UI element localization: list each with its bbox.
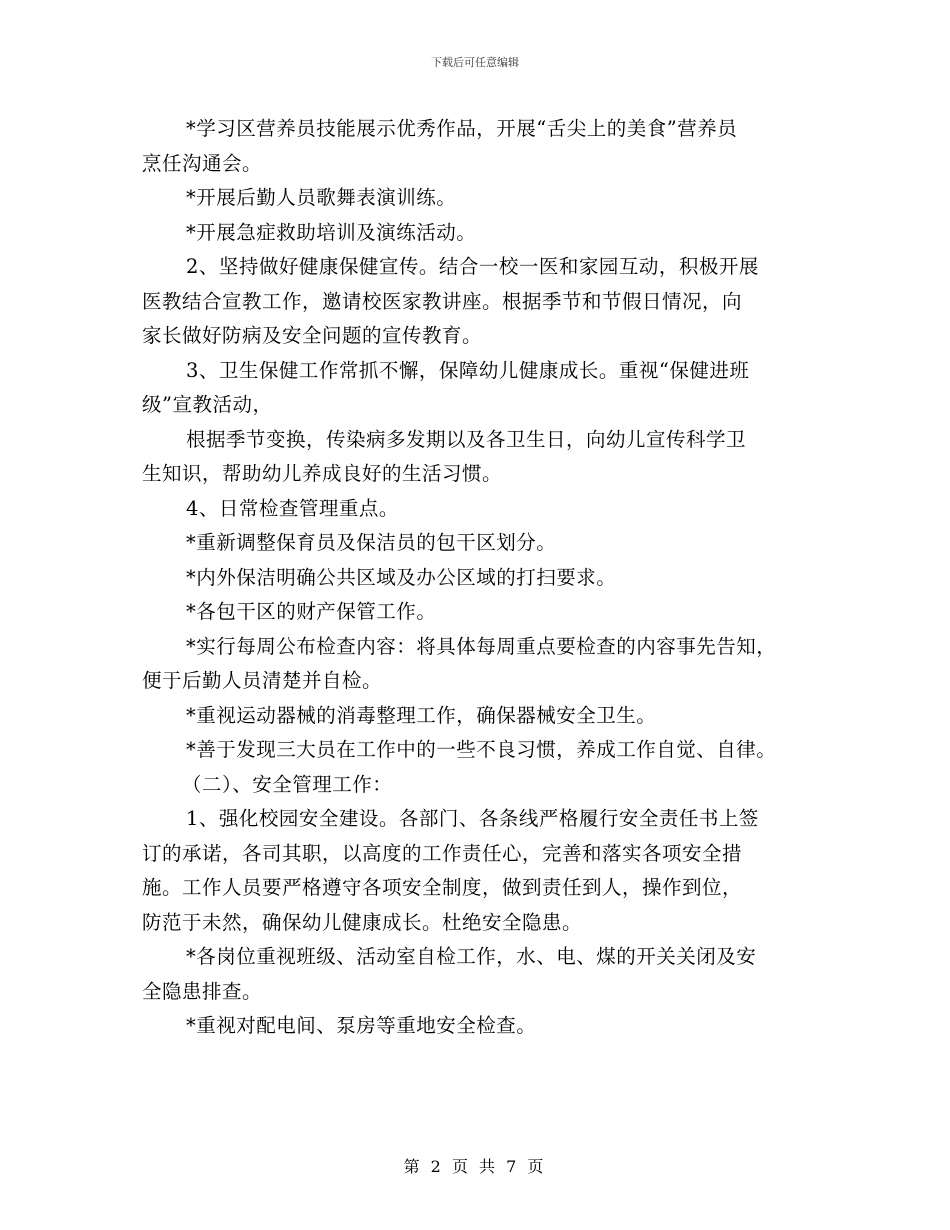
page-header-note: 下载后可任意编辑 [431,56,519,69]
text-line: *各岗位重视班级、活动室自检工作，水、电、煤的开关关闭及安 [186,945,757,968]
text-line: *善于发现三大员在工作中的一些不良习惯，养成工作自觉、自律。 [186,738,777,761]
text-line: 根据季节变换，传染病多发期以及各卫生日，向幼儿宣传科学卫 [186,427,747,451]
text-line: *开展后勤人员歌舞表演训练。 [186,186,457,209]
text-line: *重视对配电间、泵房等重地安全检查。 [186,1014,537,1037]
text-line: 医教结合宣教工作，邀请校医家教讲座。根据季节和节假日情况，向 [142,289,743,313]
text-line: *实行每周公布检查内容：将具体每周重点要检查的内容事先告知， [186,634,777,658]
page-number: 第 2 页 共 7 页 [403,1157,547,1176]
text-line: 2、坚持做好健康保健宣传。结合一校一医和家园互动，积极开展 [186,255,759,278]
text-line: *开展急症救助培训及演练活动。 [186,220,477,244]
text-line: 订的承诺，各司其职，以高度的工作责任心，完善和落实各项安全措 [142,841,743,865]
text-line: 全隐患排查。 [142,979,263,1003]
text-line: （二）、安全管理工作： [182,772,393,796]
text-line: 施。工作人员要严格遵守各项安全制度，做到责任到人，操作到位， [142,876,743,899]
text-line: 防范于未然，确保幼儿健康成长。杜绝安全隐患。 [142,910,583,934]
text-line: *内外保洁明确公共区域及办公区域的打扫要求。 [186,565,617,589]
document-body [142,112,822,1044]
text-line: *重新调整保育员及保洁员的包干区划分。 [186,531,557,554]
text-line: 1、强化校园安全建设。各部门、各条线严格履行安全责任书上签 [186,807,759,830]
text-line: 便于后勤人员清楚并自检。 [142,669,383,692]
text-line: 烹任沟通会。 [142,151,263,175]
text-line: 3、卫生保健工作常抓不懈，保障幼儿健康成长。重视“保健进班 [186,358,750,382]
text-line: 家长做好防病及安全问题的宣传教育。 [142,324,483,347]
text-line: *各包干区的财产保管工作。 [186,600,437,623]
text-line: 生知识，帮助幼儿养成良好的生活习惯。 [142,462,503,485]
text-line: *学习区营养员技能展示优秀作品，开展“舌尖上的美食”营养员 [186,117,738,140]
text-line: 4、日常检查管理重点。 [186,496,399,520]
text-line: 级”宣教活动， [142,393,273,416]
text-line: *重视运动器械的消毒整理工作，确保器械安全卫生。 [186,703,657,727]
